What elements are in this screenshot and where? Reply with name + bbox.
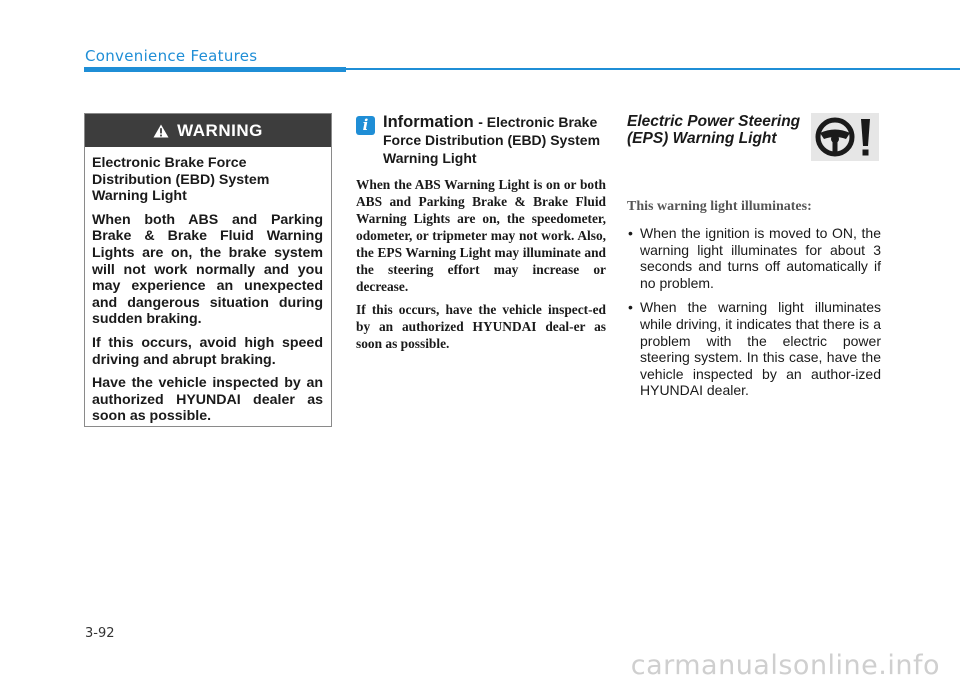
- information-label: Information: [383, 113, 474, 131]
- info-icon: i: [356, 116, 375, 135]
- eps-subtitle: This warning light illuminates:: [627, 199, 812, 214]
- information-title: - Electronic Brake Force Distribution (EBD) System Warning Light: [383, 114, 601, 166]
- header-rule-thick: [84, 67, 346, 72]
- watermark: carmanualsonline.info: [630, 650, 940, 681]
- eps-bullet-list: [627, 225, 881, 399]
- warning-triangle-icon: [153, 124, 169, 138]
- section-title: Convenience Features: [85, 47, 258, 65]
- eps-title: Electric Power Steering (EPS) Warning Light: [627, 113, 801, 147]
- header-rule-thin: [346, 68, 960, 70]
- warning-body: [85, 147, 331, 425]
- information-heading: [383, 113, 606, 168]
- information-paragraph: If this occurs, have the vehicle inspect-ed by an authorized HYUNDAI deal-er as soon as possible.: [356, 302, 606, 351]
- steering-wheel-warning-icon: [811, 113, 879, 161]
- list-item: • When the ignition is moved to ON, the warning light illuminates for about 3 seconds and turns off automatically if no problem.: [627, 225, 881, 291]
- eps-section: [627, 113, 881, 407]
- warning-paragraph: When both ABS and Parking Brake & Brake Fluid Warning Lights are on, the brake system will not work normally and you may experience an unexpected and dangerous situation during sudden braking.: [92, 211, 323, 328]
- list-item: • When the warning light illuminates while driving, it indicates that there is a problem with the electric power steering system. In this case, have the vehicle inspected by an author-ized HYUNDAI dealer.: [627, 299, 881, 399]
- warning-box: [84, 113, 332, 427]
- warning-title: Electronic Brake Force Distribution (EBD) System Warning Light: [92, 155, 270, 205]
- warning-label: WARNING: [177, 120, 263, 140]
- information-paragraph: When the ABS Warning Light is on or both ABS and Parking Brake & Brake Fluid Warning Lights are on, the speedometer, odometer, or tripmeter may not work. Also, the EPS Warning Light may illuminate and the steering effort may increase or decrease.: [356, 177, 606, 294]
- information-section: [356, 113, 606, 358]
- warning-paragraph: If this occurs, avoid high speed driving and abrupt braking.: [92, 334, 323, 368]
- information-body: [356, 176, 606, 352]
- warning-paragraph: Have the vehicle inspected by an authorized HYUNDAI dealer as soon as possible.: [92, 375, 323, 425]
- page-number: 3-92: [85, 626, 115, 641]
- warning-header: [85, 114, 331, 147]
